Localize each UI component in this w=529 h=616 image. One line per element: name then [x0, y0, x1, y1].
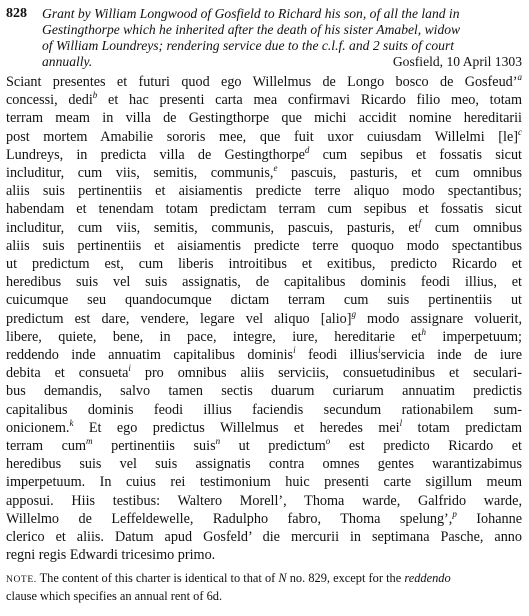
note-label: NOTE.: [6, 575, 37, 586]
charter-summary: [42, 6, 522, 70]
footnote-marker: n: [215, 436, 221, 447]
text-line: habendam et tenendam totam predictam terram cum sepibus et fossatis sicut: [6, 201, 522, 218]
footnote-marker: i: [128, 363, 131, 374]
text-line: predictum est dare, vendere, legare vel aliquo [alio]$^g$ modo assignare voluerit,: [6, 308, 522, 327]
note-term: reddendo: [404, 571, 451, 586]
text-line: Willelmo de Leffeldewelle, Radulpho fabro, Thoma spelung’,$^p$ Iohanne: [6, 508, 522, 527]
footnote-marker: k: [69, 417, 74, 428]
footnote-marker: o: [325, 436, 331, 447]
footnote-marker: g: [351, 308, 356, 319]
text-line: terram cum$^m$ pertinentiis suis$^n$ ut predictum$^o$ est predicto Ricardo et: [6, 436, 522, 455]
footnote-marker: h: [421, 326, 427, 337]
footnote-marker: e: [273, 163, 278, 174]
charter-heading: [6, 6, 522, 70]
text-line: debita et consueta$^i$ pro omnibus aliis serviciis, consuetudinibus et seculari-: [6, 363, 522, 382]
footnote-marker: f: [418, 217, 422, 228]
text-line: clerico et aliis. Datum apud Gosfeld’ die mercurii in septimana Pasche, anno: [6, 529, 522, 546]
footnote-marker: b: [92, 90, 98, 101]
text-line: aliis suis pertinentiis et aisiamentis predicte terre aliquo modo spectantibus;: [6, 183, 522, 200]
text-line: Sciant presentes et futuri quod ego Willelmus de Longo bosco de Gosfeud’$^a$: [6, 72, 522, 90]
summary-line: of William Loundreys; rendering service due to the c.l.f. and 2 suits of court: [42, 38, 455, 53]
text-line: libere, quiete, bene, in pace, integre, iure, hereditarie $et^h$ imperpetuum;: [6, 326, 522, 345]
charter-text: [6, 73, 522, 564]
charter-number: 828: [6, 6, 27, 21]
text-line: ut predictum est, cum liberis introitibus et exitibus, predicto Ricardo et: [6, 256, 522, 273]
text-line: includitur, cum viis, semitis, communis, pascuis, pasturis, $et^f$ cum omnibus: [6, 217, 522, 236]
text-line: onicionem.$^k$ Et ego predictus Willelmus et heredes mei$^l$ totam predictam: [6, 417, 522, 436]
footnote-marker: i: [378, 345, 381, 356]
text-line: post mortem Amabilie sororis mee, que fuit uxor cuiusdam Willelmi [le]$^c$: [6, 126, 522, 145]
footnote-marker: m: [86, 436, 93, 447]
summary-line: annually.: [42, 54, 93, 69]
text-line: capitalibus dominis feodi illius faciendis secundum rationabilem sum-: [6, 401, 522, 418]
summary-line: Gestingthorpe which he inherited after the death of his sister Amabel, widow: [42, 22, 461, 37]
text-line: includitur, cum viis, semitis, communis,$^e$ pascuis, pasturis, et cum omnibus: [6, 163, 522, 182]
text-line: heredibus suis vel suis assignatis, de capitalibus dominis feodi illius, et: [6, 274, 522, 291]
text-line: aliis suis pertinentiis et aisiamentis predicte terre quoquo modo spectantibus: [6, 237, 522, 254]
note-reference: N: [278, 571, 287, 586]
footnote-marker: l: [399, 417, 403, 428]
summary-line: Grant by William Longwood of Gosfield to Richard his son, of all the land in: [42, 6, 460, 21]
text-line: cuicumque seu quandocumque dictam terram cum suis pertinentiis ut: [6, 292, 522, 309]
text-line: concessi, dedi$^b$ et hac presenti carta mea confirmavi Ricardo filio meo, totam: [6, 90, 522, 109]
place-date: Gosfield, 10 April 1303: [392, 54, 522, 69]
text-line: heredibus suis vel suis assignatis contra omnes gentes warantizabimus: [6, 456, 522, 473]
note-line: NOTE. The content of this charter is identical to that of N no. 829, except for the reddendo: [6, 571, 451, 586]
text-line: regni regis Edwardi tricesimo primo.: [6, 547, 216, 564]
text-line: apposui. Hiis testibus: Waltero Morell’, Thoma warde, Galfrido warde,: [6, 492, 522, 509]
text-line: imperpetuum. In cuius rei testimonium huic presenti carte sigillum meum: [6, 474, 522, 491]
summary-last-line: [42, 54, 522, 70]
note-line: clause which specifies an annual rent of 6d.: [6, 589, 223, 604]
editorial-note: [6, 570, 522, 604]
text-line: bus demandis, salvo tamen sectis duarum curiarum annuatim predictis: [6, 383, 522, 400]
text-line: reddendo inde annuatim capitalibus dominis$^i$ feodi illius$^i$servicia inde de iure: [6, 345, 522, 364]
footnote-marker: a: [517, 72, 522, 82]
text-line: terram meam in villa de Gestingthorpe que michi accidit nomine hereditarii: [6, 110, 522, 127]
footnote-marker: c: [518, 126, 522, 137]
footnote-marker: i: [293, 345, 296, 356]
text-line: Lundreys, in predicta villa de Gestingthorpe$^d$ cum sepibus et fossatis sicut: [6, 144, 522, 163]
footnote-marker: d: [304, 144, 310, 155]
footnote-marker: p: [452, 508, 457, 519]
